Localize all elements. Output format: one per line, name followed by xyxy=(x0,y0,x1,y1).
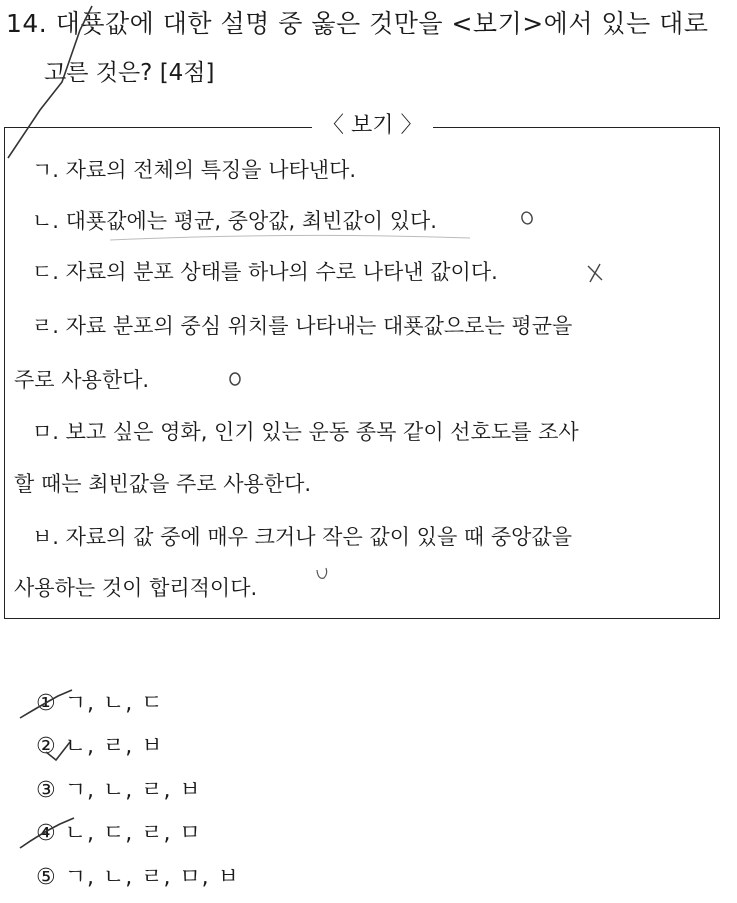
bogi-item-nieun: ㄴ. 대푯값에는 평균, 중앙값, 최빈값이 있다. xyxy=(32,209,437,233)
bogi-item-bieup: ㅂ. 자료의 값 중에 매우 크거나 작은 값이 있을 때 중앙값을 xyxy=(32,525,573,549)
bogi-item-mieum-cont: 할 때는 최빈값을 주로 사용한다. xyxy=(14,472,312,496)
question-text-line2: 고른 것은? [4점] xyxy=(44,60,215,86)
choice-1[interactable]: ① ㄱ, ㄴ, ㄷ xyxy=(36,691,164,716)
bogi-title: 〈 보기 〉 xyxy=(312,112,433,140)
question-text-line1: 14. 대푯값에 대한 설명 중 옳은 것만을 <보기>에서 있는 대로 xyxy=(6,9,709,38)
choice-4[interactable]: ④ ㄴ, ㄷ, ㄹ, ㅁ xyxy=(36,821,202,846)
choice-3[interactable]: ③ ㄱ, ㄴ, ㄹ, ㅂ xyxy=(36,778,202,803)
bogi-item-mieum: ㅁ. 보고 싶은 영화, 인기 있는 운동 종목 같이 선호도를 조사 xyxy=(32,420,579,444)
choice-5[interactable]: ⑤ ㄱ, ㄴ, ㄹ, ㅁ, ㅂ xyxy=(36,865,240,890)
bogi-item-giyeok: ㄱ. 자료의 전체의 특징을 나타낸다. xyxy=(32,158,357,182)
bogi-item-digeut: ㄷ. 자료의 분포 상태를 하나의 수로 나타낸 값이다. xyxy=(32,260,498,284)
bogi-item-rieul: ㄹ. 자료 분포의 중심 위치를 나타내는 대푯값으로는 평균을 xyxy=(32,314,573,338)
bogi-item-bieup-cont: 사용하는 것이 합리적이다. xyxy=(14,576,258,600)
choice-2[interactable]: ② ㄴ, ㄹ, ㅂ xyxy=(36,734,164,759)
bogi-item-rieul-cont: 주로 사용한다. xyxy=(14,368,150,392)
